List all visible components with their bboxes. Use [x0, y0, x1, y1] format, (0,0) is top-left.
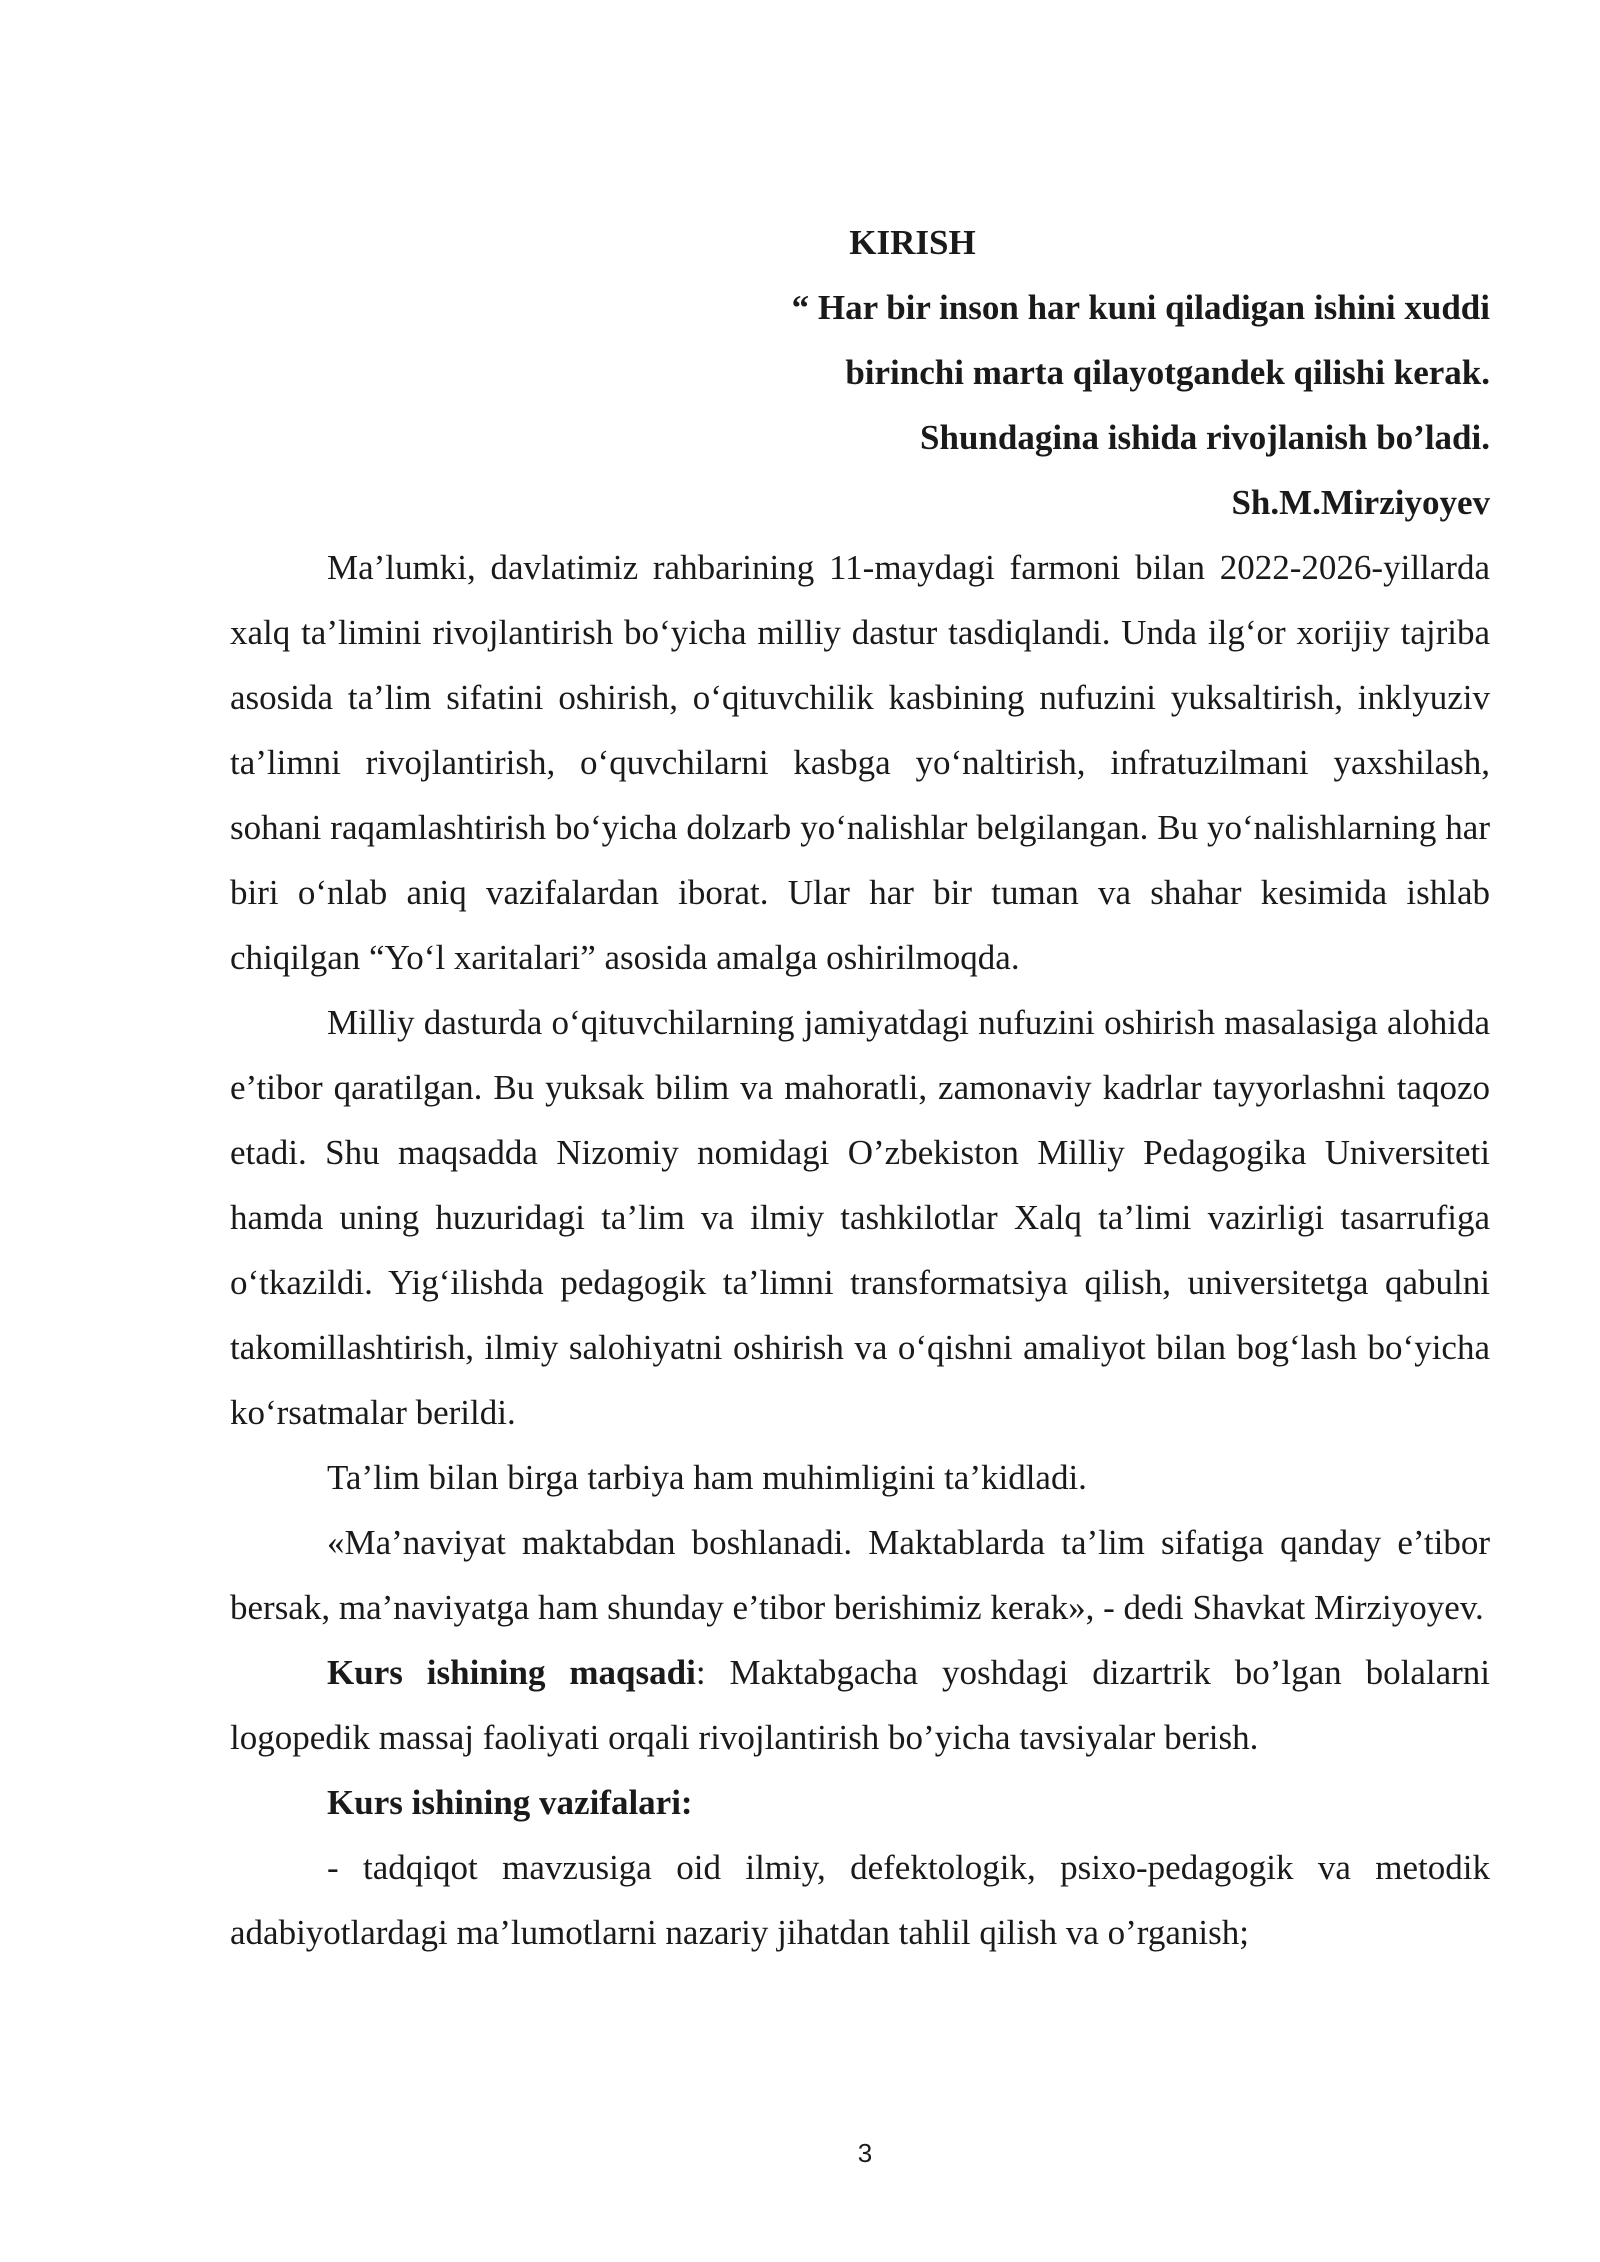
goal-label: Kurs ishining maqsadi: [327, 1653, 696, 1692]
page-number: 3: [857, 2138, 873, 2168]
epigraph-author: Sh.M.Mirziyoyev: [1231, 483, 1490, 522]
epigraph-line: Shundagina ishida rivojlanish bo’ladi.: [920, 418, 1490, 457]
document-page: [230, 210, 1490, 1965]
section-heading: KIRISH: [849, 223, 976, 262]
paragraph-tasks-heading: [230, 1770, 1490, 1835]
paragraph-quote: «Ma’naviyat maktabdan boshlanadi. Maktablarda ta’lim sifatiga qanday e’tibor bersak, ma’naviyatga ham shunday e’tibor berishimiz kerak», - dedi Shavkat Mirziyoyev.: [230, 1523, 1490, 1627]
epigraph-line: birinchi marta qilayotgandek qilishi kerak.: [845, 353, 1490, 392]
paragraph-goal: [230, 1640, 1490, 1770]
goal-text: : Maktabgacha yoshdagi dizartrik bo’lgan bolalarni logopedik massaj faoliyati orqali rivojlantirish bo’yicha tavsiyalar berish.: [230, 1653, 1490, 1757]
task-item: - tadqiqot mavzusiga oid ilmiy, defektologik, psixo-pedagogik va metodik adabiyotlardagi ma’lumotlarni nazariy jihatdan tahlil qilish va o’rganish;: [230, 1848, 1490, 1952]
epigraph: [230, 275, 1490, 535]
tasks-label: Kurs ishining vazifalari:: [327, 1783, 693, 1822]
paragraph-teachers: Milliy dasturda o‘qituvchilarning jamiyatdagi nufuzini oshirish masalasiga alohida e’tibor qaratilgan. Bu yuksak bilim va mahoratli, zamonaviy kadrlar tayyorlashni taqozo etadi. Shu maqsadda Nizomiy nomidagi O’zbekiston Milliy Pedagogika Universiteti hamda uning huzuridagi ta’lim va ilmiy tashkilotlar Xalq ta’limi vazirligi tasarrufiga o‘tkazildi. Yig‘ilishda pedagogik ta’limni transformatsiya qilish, universitetga qabulni takomillashtirish, ilmiy salohiyatni oshirish va o‘qishni amaliyot bilan bog‘lash bo‘yicha ko‘rsatmalar berildi.: [230, 1003, 1490, 1432]
epigraph-line: “ Har bir inson har kuni qiladigan ishini xuddi: [791, 288, 1490, 327]
paragraph-upbringing: Ta’lim bilan birga tarbiya ham muhimligini ta’kidladi.: [327, 1458, 1087, 1497]
paragraph-intro: Ma’lumki, davlatimiz rahbarining 11-maydagi farmoni bilan 2022-2026-yillarda xalq ta’limini rivojlantirish bo‘yicha milliy dastur tasdiqlandi. Unda ilg‘or xorijiy tajriba asosida ta’lim sifatini oshirish, o‘qituvchilik kasbining nufuzini yuksaltirish, inklyuziv ta’limni rivojlantirish, o‘quvchilarni kasbga yo‘naltirish, infratuzilmani yaxshilash, sohani raqamlashtirish bo‘yicha dolzarb yo‘nalishlar belgilangan. Bu yo‘nalishlarning har biri o‘nlab aniq vazifalardan iborat. Ular har bir tuman va shahar kesimida ishlab chiqilgan “Yo‘l xaritalari” asosida amalga oshirilmoqda.: [230, 548, 1490, 977]
